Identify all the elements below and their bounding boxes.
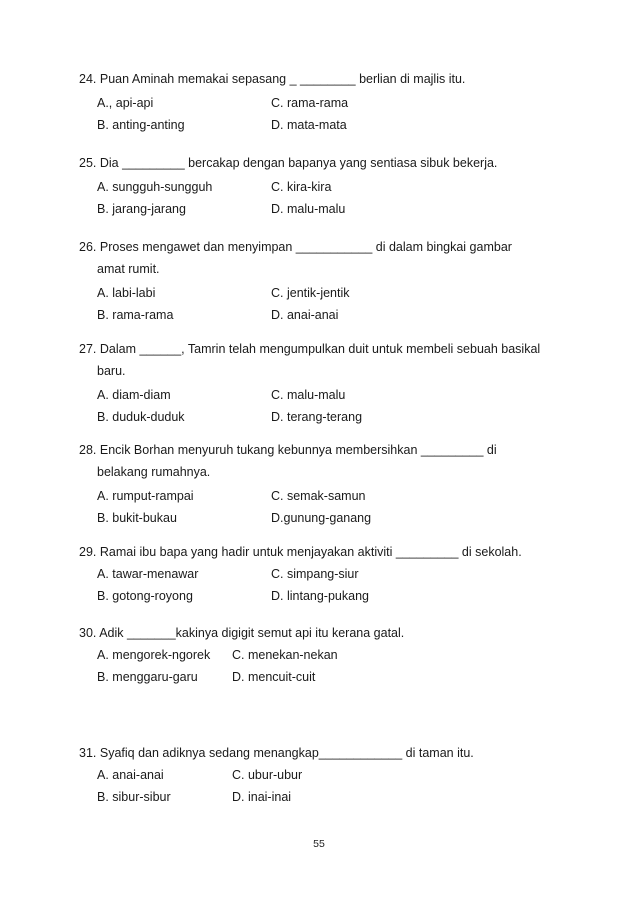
- option-d: D.gunung-ganang: [271, 511, 372, 525]
- question-stem: 30. Adik _______kakinya digigit semut api itu kerana gatal.: [79, 626, 405, 640]
- question-stem: 29. Ramai ibu bapa yang hadir untuk menjayakan aktiviti _________ di sekolah.: [79, 545, 522, 559]
- option-a: A. anai-anai: [97, 768, 164, 782]
- option-a: A., api-api: [97, 96, 154, 110]
- option-c: C. jentik-jentik: [271, 286, 350, 300]
- option-c: C. kira-kira: [271, 180, 332, 194]
- option-b: B. gotong-royong: [97, 589, 193, 603]
- option-d: D. malu-malu: [271, 202, 346, 216]
- option-b: B. jarang-jarang: [97, 202, 186, 216]
- option-d: D. anai-anai: [271, 308, 339, 322]
- question-stem-continued: belakang rumahnya.: [97, 465, 211, 479]
- option-b: B. duduk-duduk: [97, 410, 185, 424]
- question-stem-continued: amat rumit.: [97, 262, 160, 276]
- question-stem: 26. Proses mengawet dan menyimpan ___________ di dalam bingkai gambar: [79, 240, 512, 254]
- option-a: A. mengorek-ngorek: [97, 648, 211, 662]
- option-c: C. malu-malu: [271, 388, 346, 402]
- option-d: D. mencuit-cuit: [232, 670, 316, 684]
- option-b: B. anting-anting: [97, 118, 185, 132]
- option-a: A. labi-labi: [97, 286, 156, 300]
- page-number: 55: [313, 838, 325, 850]
- option-b: B. menggaru-garu: [97, 670, 198, 684]
- question-stem: 31. Syafiq dan adiknya sedang menangkap____________ di taman itu.: [79, 746, 474, 760]
- option-c: C. menekan-nekan: [232, 648, 338, 662]
- option-d: D. lintang-pukang: [271, 589, 369, 603]
- option-a: A. rumput-rampai: [97, 489, 194, 503]
- question-stem: 27. Dalam ______, Tamrin telah mengumpulkan duit untuk membeli sebuah basikal: [79, 342, 541, 356]
- option-d: D. terang-terang: [271, 410, 363, 424]
- question-stem: 28. Encik Borhan menyuruh tukang kebunnya membersihkan _________ di: [79, 443, 497, 457]
- option-d: D. mata-mata: [271, 118, 347, 132]
- option-a: A. sungguh-sungguh: [97, 180, 213, 194]
- option-c: C. simpang-siur: [271, 567, 359, 581]
- question-stem: 24. Puan Aminah memakai sepasang _ ________ berlian di majlis itu.: [79, 72, 466, 86]
- option-a: A. diam-diam: [97, 388, 171, 402]
- option-b: B. sibur-sibur: [97, 790, 171, 804]
- option-d: D. inai-inai: [232, 790, 292, 804]
- question-stem-continued: baru.: [97, 364, 126, 378]
- option-c: C. ubur-ubur: [232, 768, 303, 782]
- option-c: C. rama-rama: [271, 96, 349, 110]
- option-b: B. rama-rama: [97, 308, 174, 322]
- option-a: A. tawar-menawar: [97, 567, 199, 581]
- option-b: B. bukit-bukau: [97, 511, 177, 525]
- question-stem: 25. Dia _________ bercakap dengan bapanya yang sentiasa sibuk bekerja.: [79, 156, 498, 170]
- option-c: C. semak-samun: [271, 489, 366, 503]
